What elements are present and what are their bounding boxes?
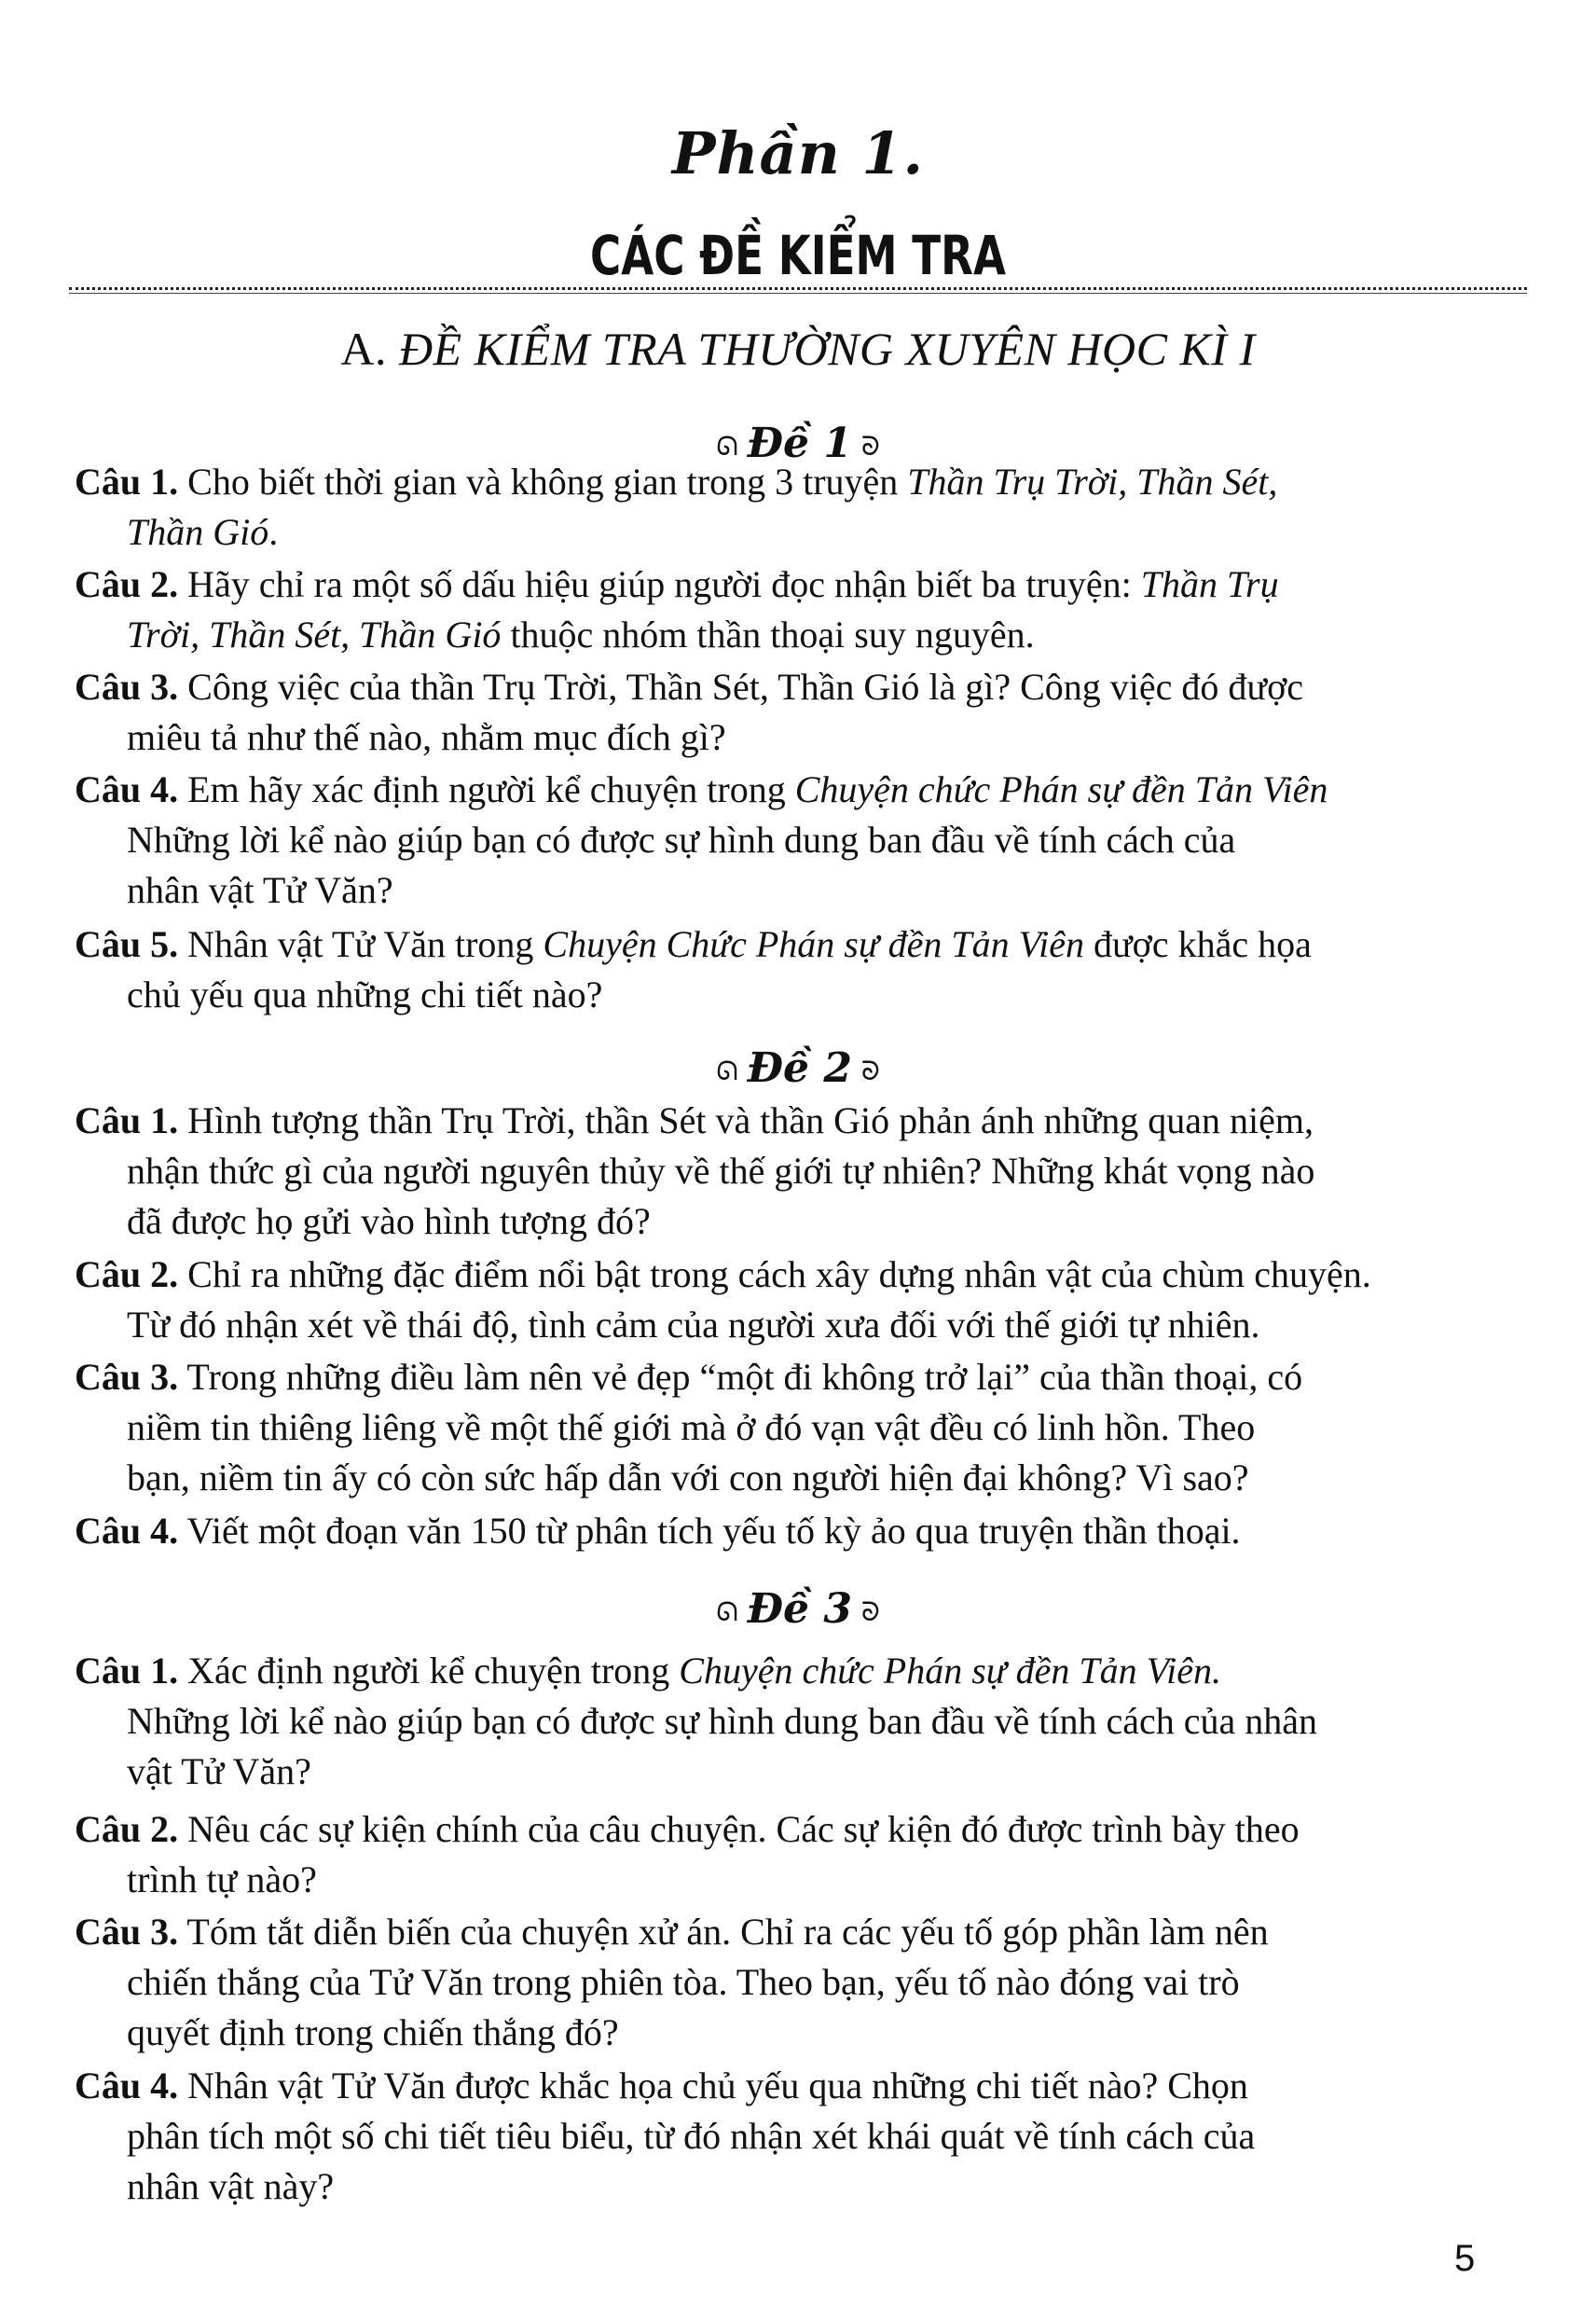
ornament-right-icon: ᘐ	[860, 1597, 880, 1627]
question-line: Những lời kể nào giúp bạn có được sự hình dung ban đầu về tính cách của	[127, 819, 1236, 861]
question-number: Câu 1.	[75, 1650, 179, 1692]
question-3-2	[75, 1804, 1510, 1905]
question-title-italic: Chuyện Chức Phán sự đền Tản Viên	[543, 923, 1084, 965]
question-title-italic: Trời, Thần Sét, Thần Gió	[127, 614, 502, 656]
question-number: Câu 3.	[75, 1911, 179, 1953]
question-text: Công việc của thần Trụ Trời, Thần Sét, Thần Gió là gì? Công việc đó được	[187, 666, 1303, 708]
question-title-italic: Chuyện chức Phán sự đền Tản Viên	[794, 768, 1328, 810]
question-text: Hình tượng thần Trụ Trời, thần Sét và thần Gió phản ánh những quan niệm,	[187, 1099, 1314, 1141]
question-text: được khắc họa	[1093, 923, 1312, 965]
question-2-3	[75, 1352, 1510, 1503]
question-line: Từ đó nhận xét về thái độ, tình cảm của người xưa đối với thế giới tự nhiên.	[127, 1304, 1260, 1346]
question-number: Câu 2.	[75, 1808, 179, 1850]
ornament-left-icon: ᘏ	[716, 432, 738, 462]
section-title	[0, 322, 1596, 376]
question-line: đã được họ gửi vào hình tượng đó?	[127, 1200, 651, 1242]
question-text: Nêu các sự kiện chính của câu chuyện. Các sự kiện đó được trình bày theo	[187, 1808, 1300, 1850]
question-title-italic: Thần Trụ Trời, Thần Sét,	[907, 461, 1278, 503]
question-line: nhận thức gì của người nguyên thủy về thế giới tự nhiên? Những khát vọng nào	[127, 1150, 1315, 1192]
ornament-right-icon: ᘐ	[860, 432, 880, 462]
question-title-italic: Thần Gió	[127, 511, 269, 553]
question-line: vật Tử Văn?	[127, 1750, 311, 1792]
exam-heading-2	[0, 1044, 1596, 1092]
question-line: nhân vật Tử Văn?	[127, 869, 393, 911]
question-number: Câu 1.	[75, 461, 179, 503]
question-number: Câu 1.	[75, 1099, 179, 1141]
question-line: chiến thắng của Tử Văn trong phiên tòa. Theo bạn, yếu tố nào đóng vai trò	[127, 1961, 1240, 2003]
question-3-4	[75, 2061, 1510, 2212]
question-1-2	[75, 559, 1510, 660]
question-number: Câu 4.	[75, 1510, 179, 1552]
section-letter: A.	[340, 323, 388, 375]
question-text: Trong những điều làm nên vẻ đẹp “một đi không trở lại” của thần thoại, có	[186, 1356, 1303, 1398]
question-line: chủ yếu qua những chi tiết nào?	[127, 974, 603, 1015]
question-line: niềm tin thiêng liêng về một thế giới mà ở đó vạn vật đều có linh hồn. Theo	[127, 1406, 1256, 1448]
question-2-1	[75, 1096, 1510, 1247]
question-text: Em hãy xác định người kể chuyện trong	[187, 768, 786, 810]
question-1-5	[75, 919, 1510, 1020]
question-number: Câu 5.	[75, 923, 179, 965]
question-text: Chỉ ra những đặc điểm nổi bật trong cách xây dựng nhân vật của chùm chuyện.	[187, 1253, 1371, 1295]
question-text: Tóm tắt diễn biến của chuyện xử án. Chỉ ra các yếu tố góp phần làm nên	[186, 1911, 1269, 1953]
question-2-4	[75, 1506, 1510, 1556]
question-text: Viết một đoạn văn 150 từ phân tích yếu tố kỳ ảo qua truyện thần thoại.	[186, 1510, 1241, 1552]
question-text: thuộc nhóm thần thoại suy nguyên.	[510, 614, 1035, 656]
question-line: phân tích một số chi tiết tiêu biểu, từ đó nhận xét khái quát về tính cách của	[127, 2115, 1256, 2157]
question-text: Cho biết thời gian và không gian trong 3 truyện	[187, 461, 899, 503]
question-number: Câu 3.	[75, 1356, 179, 1398]
question-number: Câu 2.	[75, 563, 179, 605]
question-number: Câu 3.	[75, 666, 179, 708]
question-3-3	[75, 1907, 1510, 2058]
ornament-left-icon: ᘏ	[716, 1597, 738, 1627]
section-text: ĐỀ KIỂM TRA THƯỜNG XUYÊN HỌC KÌ I	[399, 323, 1256, 375]
divider-dotted	[69, 287, 1527, 290]
question-text: .	[268, 511, 279, 553]
divider-solid	[69, 293, 1527, 294]
exam-title: Đề 2	[747, 1044, 852, 1092]
page-number: 5	[1454, 2238, 1476, 2279]
question-line: bạn, niềm tin ấy có còn sức hấp dẫn với con người hiện đại không? Vì sao?	[127, 1457, 1249, 1498]
question-text: Nhân vật Tử Văn trong	[187, 923, 534, 965]
question-title-italic: Thần Trụ	[1140, 563, 1279, 605]
question-1-3	[75, 662, 1510, 763]
question-line: quyết định trong chiến thắng đó?	[127, 2011, 619, 2053]
question-line	[75, 610, 1510, 660]
exam-heading-3	[0, 1585, 1596, 1633]
ornament-left-icon: ᘏ	[716, 1056, 738, 1086]
exam-title: Đề 3	[747, 1585, 852, 1633]
question-line: trình tự nào?	[127, 1858, 317, 1900]
question-line: nhân vật này?	[127, 2165, 335, 2207]
question-number: Câu 4.	[75, 768, 179, 810]
question-1-4	[75, 765, 1510, 916]
question-line: miêu tả như thế nào, nhằm mục đích gì?	[127, 716, 726, 758]
main-title: CÁC ĐỀ KIỂM TRA	[589, 224, 1006, 287]
question-title-italic: Chuyện chức Phán sự đền Tản Viên.	[679, 1650, 1221, 1692]
question-number: Câu 2.	[75, 1253, 179, 1295]
question-3-1	[75, 1646, 1510, 1797]
question-1-1	[75, 457, 1510, 558]
part-title: Phần 1.	[671, 119, 925, 187]
exam-title: Đề 1	[747, 420, 852, 467]
ornament-right-icon: ᘐ	[860, 1056, 880, 1086]
question-line	[75, 507, 1510, 558]
question-text: Xác định người kể chuyện trong	[187, 1650, 670, 1692]
question-text: Hãy chỉ ra một số dấu hiệu giúp người đọc nhận biết ba truyện:	[187, 563, 1132, 605]
question-line: Những lời kể nào giúp bạn có được sự hình dung ban đầu về tính cách của nhân	[127, 1700, 1318, 1742]
question-2-2	[75, 1250, 1510, 1350]
question-number: Câu 4.	[75, 2065, 179, 2106]
question-text: Nhân vật Tử Văn được khắc họa chủ yếu qua những chi tiết nào? Chọn	[187, 2065, 1248, 2106]
